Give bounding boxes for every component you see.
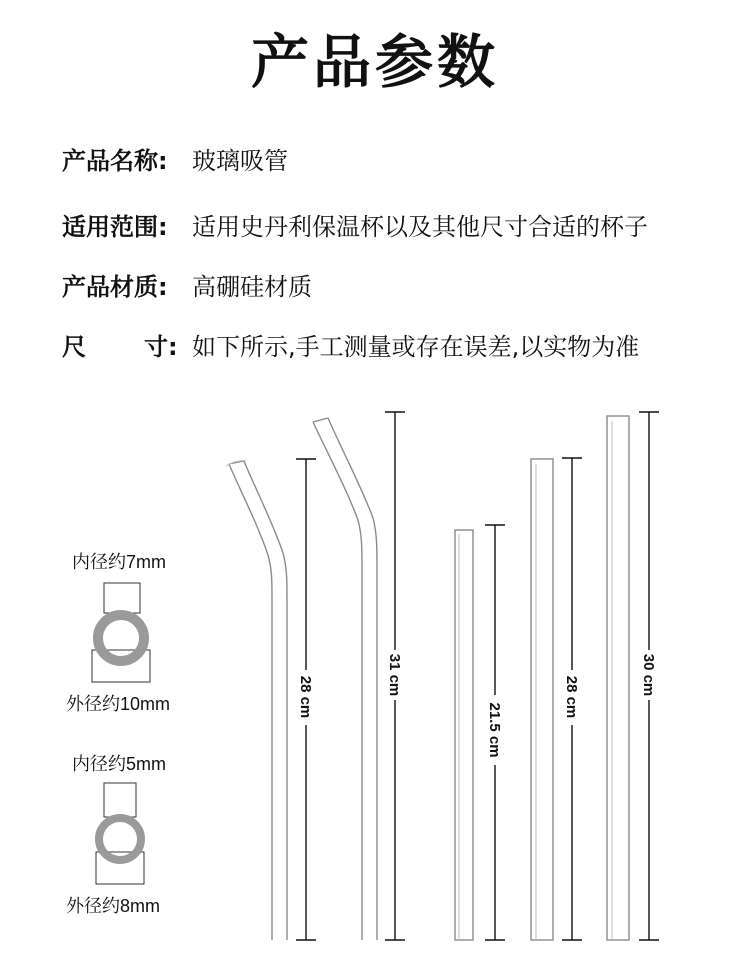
straw-straight-long bbox=[607, 416, 629, 940]
spec-key-name: 产品名称: bbox=[62, 147, 168, 175]
ring-5-8mm bbox=[99, 818, 141, 860]
inner-diameter-label-2: 内径约5mm bbox=[72, 754, 166, 774]
straw-bent-long bbox=[313, 418, 377, 940]
inner-bracket-2 bbox=[104, 783, 136, 817]
outer-diameter-label-2: 外径约8mm bbox=[66, 896, 160, 916]
spec-key-size-b: 寸: bbox=[144, 333, 178, 361]
length-label-3: 21.5 cm bbox=[486, 702, 503, 758]
length-label-1: 28 cm bbox=[297, 675, 314, 719]
outer-diameter-label-1: 外径约10mm bbox=[66, 694, 171, 714]
ring-7-10mm bbox=[98, 615, 144, 661]
spec-value-name: 玻璃吸管 bbox=[192, 147, 288, 175]
straw-straight-short bbox=[455, 530, 473, 940]
spec-value-material: 高硼硅材质 bbox=[192, 273, 312, 301]
dimension-lines bbox=[296, 412, 659, 940]
spec-key-size-a: 尺 bbox=[62, 333, 86, 361]
cross-section-2 bbox=[96, 783, 144, 884]
length-label-4: 28 cm bbox=[563, 675, 580, 719]
spec-key-material: 产品材质: bbox=[62, 273, 168, 301]
length-label-2: 31 cm bbox=[386, 653, 403, 697]
length-label-5: 30 cm bbox=[640, 653, 657, 697]
inner-diameter-label-1: 内径约7mm bbox=[72, 552, 166, 572]
spec-value-size: 如下所示,手工测量或存在误差,以实物为准 bbox=[192, 333, 640, 361]
cross-section-1 bbox=[92, 583, 150, 682]
straw-bent-short bbox=[226, 460, 287, 940]
spec-key-usage: 适用范围: bbox=[62, 213, 168, 241]
page-title: 产品参数 bbox=[250, 28, 499, 96]
inner-bracket-1 bbox=[104, 583, 140, 613]
spec-value-usage: 适用史丹利保温杯以及其他尺寸合适的杯子 bbox=[192, 213, 648, 241]
straw-straight-medium bbox=[531, 459, 553, 940]
